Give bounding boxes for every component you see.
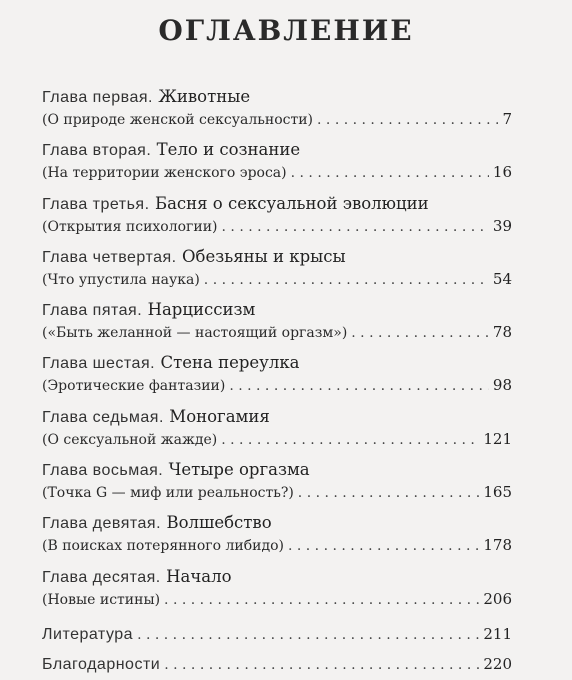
chapter-title: Моногамия	[169, 406, 270, 426]
chapter-label: Глава восьмая.	[42, 462, 164, 480]
chapter-title: Начало	[166, 566, 232, 586]
toc-extra-entry	[42, 649, 512, 679]
page-number: 7	[502, 110, 512, 128]
chapter-subtitle: (О природе женской сексуальности)	[42, 112, 314, 128]
dot-leader	[137, 620, 479, 650]
chapter-subtitle-row	[42, 534, 512, 556]
chapter-subtitle: (Открытия психологии)	[42, 218, 218, 235]
chapter-label: Глава шестая.	[42, 355, 156, 373]
chapter-subtitle-row	[42, 108, 512, 130]
chapter-subtitle-row	[42, 374, 512, 396]
chapter-subtitle-row	[42, 215, 512, 237]
dot-leader	[164, 650, 479, 680]
chapter-subtitle-row	[42, 268, 512, 290]
toc-entry	[42, 193, 512, 237]
page-number: 121	[483, 429, 512, 448]
toc-entry	[42, 246, 512, 290]
chapter-subtitle-row	[42, 161, 512, 183]
page-number: 98	[492, 376, 512, 395]
page-number: 220	[483, 654, 512, 673]
chapter-title: Четыре оргазма	[168, 460, 310, 480]
chapter-list	[42, 86, 512, 610]
page-number: 54	[492, 269, 512, 288]
table-of-contents	[42, 86, 512, 679]
dot-leader	[221, 429, 479, 451]
dot-leader	[291, 162, 489, 184]
chapter-title: Стена переулка	[160, 353, 300, 373]
toc-entry	[42, 566, 512, 610]
chapter-subtitle: (Эротические фантазии)	[42, 378, 226, 395]
dot-leader	[204, 269, 489, 291]
chapter-subtitle: (Что упустила наука)	[42, 271, 200, 288]
chapter-title: Обезьяны и крысы	[182, 246, 346, 266]
dot-leader	[222, 216, 489, 238]
chapter-heading	[42, 512, 512, 534]
page-number: 39	[492, 216, 512, 235]
chapter-heading	[42, 299, 512, 321]
chapter-label: Глава третья.	[42, 195, 150, 213]
toc-entry	[42, 406, 512, 450]
chapter-title: Животные	[158, 87, 251, 106]
chapter-heading	[42, 566, 512, 588]
chapter-label: Глава десятая.	[42, 568, 161, 586]
toc-entry	[42, 352, 512, 396]
chapter-label: Глава первая.	[42, 89, 153, 106]
chapter-heading	[42, 86, 512, 108]
page-number: 178	[483, 536, 512, 555]
chapter-label: Глава пятая.	[42, 302, 143, 320]
chapter-heading	[42, 246, 512, 268]
toc-entry	[42, 299, 512, 343]
chapter-heading	[42, 352, 512, 374]
chapter-subtitle-row	[42, 588, 512, 610]
chapter-subtitle: (О сексуальной жажде)	[42, 431, 218, 448]
chapter-title: Волшебство	[166, 513, 272, 533]
chapter-label: Глава вторая.	[42, 142, 152, 160]
dot-leader	[351, 322, 489, 344]
chapter-subtitle: («Быть желанной — настоящий оргазм»)	[42, 325, 348, 342]
chapter-heading	[42, 193, 512, 215]
chapter-heading	[42, 139, 512, 161]
extra-label: Благодарности	[42, 655, 161, 673]
extra-label: Литература	[42, 625, 134, 643]
chapter-title: Тело и сознание	[156, 140, 301, 160]
page-number: 206	[483, 589, 512, 608]
chapter-label: Глава девятая.	[42, 515, 162, 533]
toc-extra-entry	[42, 619, 512, 649]
toc-entry	[42, 512, 512, 556]
toc-entry	[42, 86, 512, 130]
chapter-subtitle: (Точка G — миф или реальность?)	[42, 485, 294, 502]
chapter-heading	[42, 459, 512, 481]
chapter-heading	[42, 406, 512, 428]
page-number: 78	[492, 323, 512, 342]
toc-entry	[42, 139, 512, 183]
chapter-label: Глава седьмая.	[42, 408, 164, 426]
dot-leader	[317, 109, 498, 131]
page-number: 165	[483, 483, 512, 502]
chapter-title: Басня о сексуальной эволюции	[154, 193, 429, 213]
chapter-label: Глава четвертая.	[42, 248, 177, 266]
dot-leader	[298, 482, 480, 504]
toc-entry	[42, 459, 512, 503]
extras-list	[42, 619, 512, 679]
chapter-subtitle: (Новые истины)	[42, 591, 161, 608]
page-title: ОГЛАВЛЕНИЕ	[158, 14, 414, 47]
chapter-title: Нарциссизм	[147, 300, 256, 320]
chapter-subtitle: (На территории женского эроса)	[42, 165, 287, 182]
chapter-subtitle-row	[42, 428, 512, 450]
dot-leader	[229, 375, 489, 397]
page-number: 16	[492, 163, 512, 182]
page-number: 211	[483, 624, 512, 643]
chapter-subtitle: (В поисках потерянного либидо)	[42, 538, 284, 555]
dot-leader	[288, 535, 479, 557]
dot-leader	[164, 589, 479, 611]
chapter-subtitle-row	[42, 481, 512, 503]
chapter-subtitle-row	[42, 321, 512, 343]
